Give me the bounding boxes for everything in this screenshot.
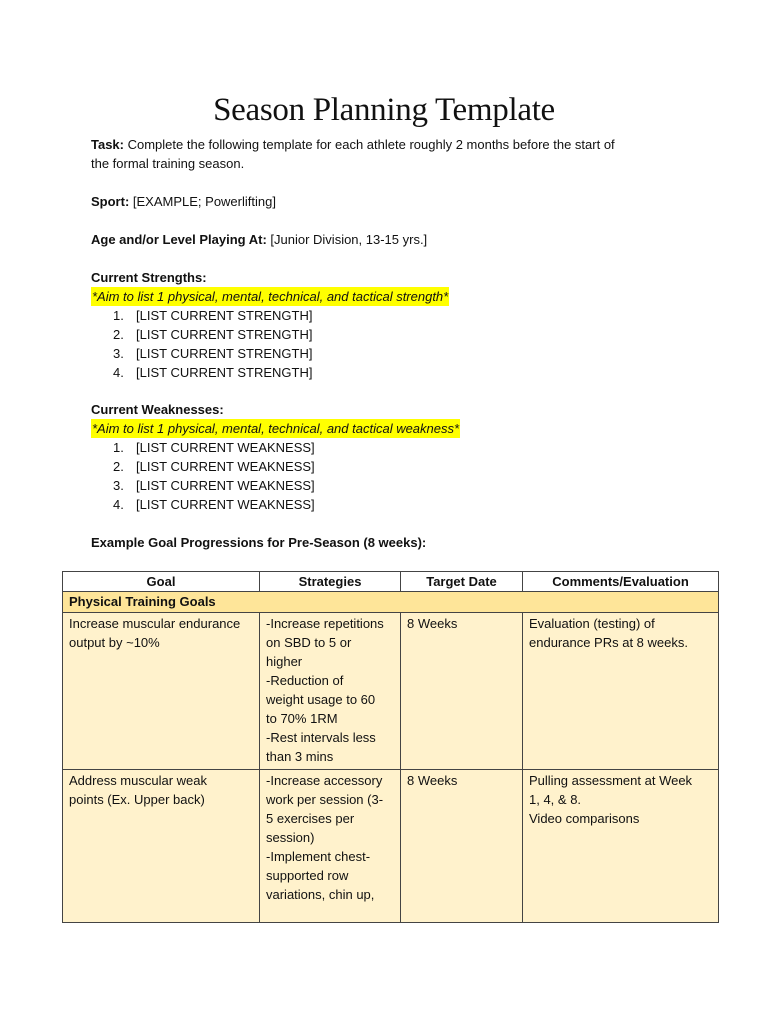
- target-date-cell: 8 Weeks: [401, 770, 523, 923]
- column-header-target-date: Target Date: [401, 572, 523, 592]
- goals-heading: Example Goal Progressions for Pre-Season (8 weeks):: [91, 535, 427, 550]
- weaknesses-list: [91, 438, 691, 514]
- list-item: [91, 495, 691, 514]
- task-text-line2: the formal training season.: [91, 156, 245, 171]
- age-line: [91, 230, 691, 249]
- list-item: [91, 438, 691, 457]
- list-number: 4.: [113, 365, 124, 380]
- weaknesses-section: [91, 400, 691, 514]
- cell-line: 1, 4, & 8.: [529, 792, 582, 807]
- sport-label: Sport:: [91, 194, 130, 209]
- cell-line: endurance PRs at 8 weeks.: [529, 635, 688, 650]
- goal-cell: [63, 613, 260, 770]
- strategies-cell: [260, 770, 401, 923]
- cell-line: -Rest intervals less: [266, 730, 376, 745]
- strengths-heading: Current Strengths:: [91, 270, 207, 285]
- table-header-row: [63, 572, 719, 592]
- column-header-comments: Comments/Evaluation: [523, 572, 719, 592]
- sport-value: [EXAMPLE; Powerlifting]: [129, 194, 276, 209]
- list-item: [91, 363, 691, 382]
- cell-line: session): [266, 830, 315, 845]
- list-number: 1.: [113, 308, 124, 323]
- list-text: [LIST CURRENT STRENGTH]: [136, 365, 313, 380]
- sport-line: [91, 192, 691, 211]
- comments-cell: [523, 770, 719, 923]
- list-number: 1.: [113, 440, 124, 455]
- cell-line: -Increase repetitions: [266, 616, 384, 631]
- cell-line: Address muscular weak: [69, 773, 207, 788]
- list-number: 4.: [113, 497, 124, 512]
- cell-line: Increase muscular endurance: [69, 616, 241, 631]
- section-label: Physical Training Goals: [63, 592, 719, 613]
- cell-line: Pulling assessment at Week: [529, 773, 693, 788]
- cell-line: on SBD to 5 or: [266, 635, 352, 650]
- list-number: 3.: [113, 478, 124, 493]
- strengths-note: *Aim to list 1 physical, mental, technical, and tactical strength*: [92, 289, 449, 304]
- list-text: [LIST CURRENT STRENGTH]: [136, 308, 313, 323]
- list-text: [LIST CURRENT WEAKNESS]: [136, 497, 315, 512]
- goal-cell: [63, 770, 260, 923]
- cell-line: to 70% 1RM: [266, 711, 338, 726]
- strengths-list: [91, 306, 691, 382]
- cell-line: higher: [266, 654, 303, 669]
- cell-line: output by ~10%: [69, 635, 160, 650]
- list-text: [LIST CURRENT WEAKNESS]: [136, 459, 315, 474]
- age-value: [Junior Division, 13-15 yrs.]: [266, 232, 428, 247]
- list-text: [LIST CURRENT WEAKNESS]: [136, 440, 315, 455]
- cell-line: 5 exercises per: [266, 811, 355, 826]
- goals-table: [62, 571, 719, 923]
- list-text: [LIST CURRENT STRENGTH]: [136, 346, 313, 361]
- cell-line: weight usage to 60: [266, 692, 376, 707]
- list-item: [91, 344, 691, 363]
- comments-cell: [523, 613, 719, 770]
- age-label: Age and/or Level Playing At:: [91, 232, 267, 247]
- cell-line: points (Ex. Upper back): [69, 792, 205, 807]
- cell-line: variations, chin up,: [266, 887, 375, 902]
- list-item: [91, 476, 691, 495]
- table-section-row: [63, 592, 719, 613]
- cell-line: Evaluation (testing) of: [529, 616, 655, 631]
- list-item: [91, 306, 691, 325]
- list-item: [91, 457, 691, 476]
- cell-line: Video comparisons: [529, 811, 640, 826]
- list-text: [LIST CURRENT STRENGTH]: [136, 327, 313, 342]
- cell-line: -Implement chest-: [266, 849, 371, 864]
- list-number: 2.: [113, 327, 124, 342]
- cell-line: -Increase accessory: [266, 773, 383, 788]
- table-row: [63, 613, 719, 770]
- table-row: [63, 770, 719, 923]
- list-item: [91, 325, 691, 344]
- column-header-strategies: Strategies: [260, 572, 401, 592]
- cell-line: than 3 mins: [266, 749, 334, 764]
- column-header-goal: Goal: [63, 572, 260, 592]
- list-number: 2.: [113, 459, 124, 474]
- target-date-cell: 8 Weeks: [401, 613, 523, 770]
- task-paragraph: [91, 135, 691, 173]
- strengths-section: [91, 268, 691, 382]
- list-number: 3.: [113, 346, 124, 361]
- list-text: [LIST CURRENT WEAKNESS]: [136, 478, 315, 493]
- cell-line: -Reduction of: [266, 673, 344, 688]
- cell-line: work per session (3-: [266, 792, 384, 807]
- task-text-line1: Complete the following template for each athlete roughly 2 months before the start of: [124, 137, 615, 152]
- weaknesses-note: *Aim to list 1 physical, mental, technical, and tactical weakness*: [92, 421, 460, 436]
- weaknesses-heading: Current Weaknesses:: [91, 402, 224, 417]
- page-title: Season Planning Template: [213, 92, 555, 128]
- strategies-cell: [260, 613, 401, 770]
- task-label: Task:: [91, 137, 124, 152]
- cell-line: supported row: [266, 868, 349, 883]
